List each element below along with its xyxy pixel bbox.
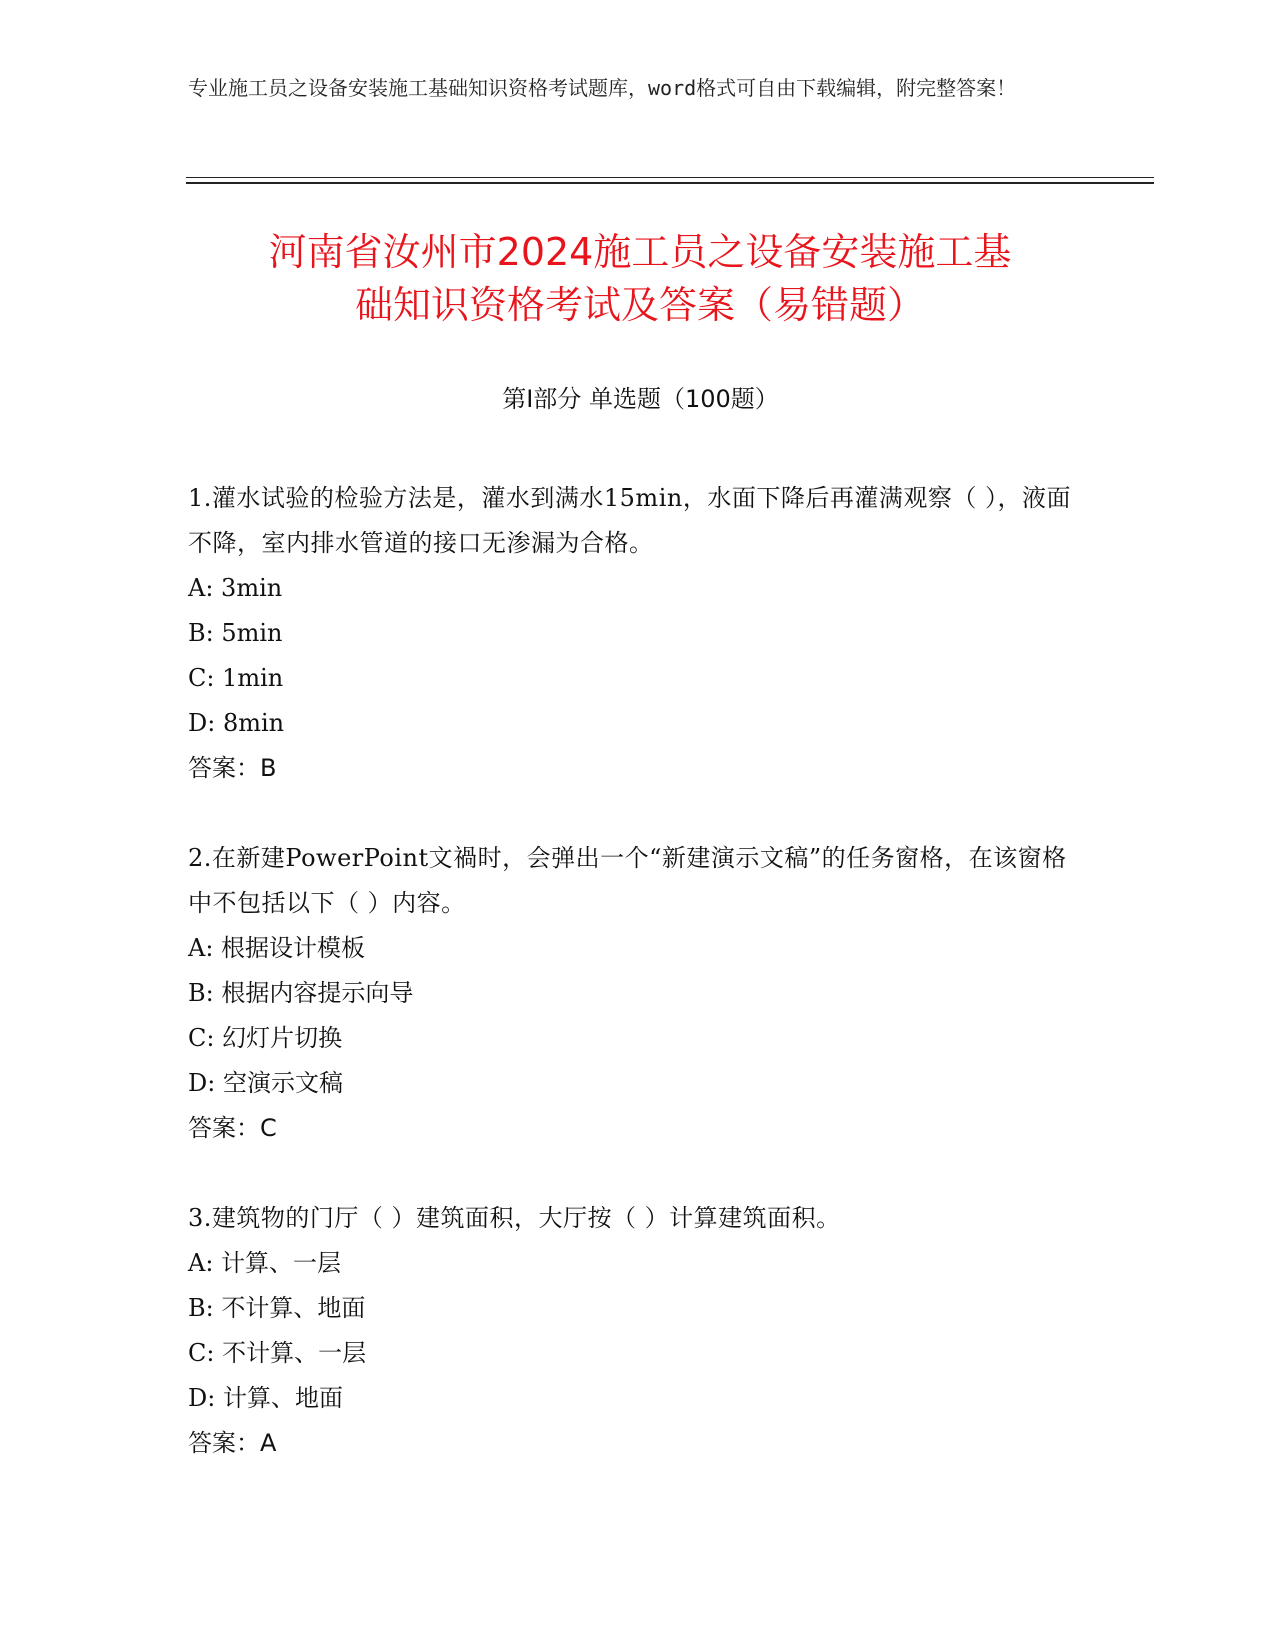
option-b: B: 不计算、地面	[188, 1294, 366, 1322]
option-b: B: 根据内容提示向导	[188, 979, 414, 1007]
question-3	[188, 1196, 1088, 1466]
document-title-line-2: 础知识资格考试及答案（易错题）	[354, 283, 925, 327]
question-2	[188, 836, 1088, 1151]
document-title	[180, 226, 1100, 332]
option-c: C: 不计算、一层	[188, 1339, 367, 1367]
answer: 答案：B	[188, 754, 277, 782]
answer: 答案：A	[188, 1429, 277, 1457]
question-gap	[188, 791, 1088, 836]
option-d: D: 计算、地面	[188, 1384, 343, 1412]
section-title: 第Ⅰ部分 单选题（100题）	[502, 385, 779, 413]
question-stem: 1.灌水试验的检验方法是，灌水到满水15min，水面下降后再灌满观察（ ），液面不降，室内排水管道的接口无渗漏为合格。	[188, 484, 1071, 557]
header-divider-thick	[186, 182, 1154, 184]
option-a: A: 3min	[188, 574, 283, 602]
option-c: C: 幻灯片切换	[188, 1024, 343, 1052]
question-1	[188, 476, 1088, 791]
header-divider-thin	[186, 177, 1154, 178]
document-title-line-1: 河南省汝州市2024施工员之设备安装施工基	[268, 230, 1012, 274]
option-b: B: 5min	[188, 619, 283, 647]
option-a: A: 计算、一层	[188, 1249, 342, 1277]
option-a: A: 根据设计模板	[188, 934, 366, 962]
header-note: 专业施工员之设备安装施工基础知识资格考试题库，word格式可自由下载编辑，附完整答案！	[188, 76, 1017, 100]
question-stem: 2.在新建PowerPoint文禍时，会弹出一个“新建演示文稿”的任务窗格，在该窗格中不包括以下（ ）内容。	[188, 844, 1067, 917]
option-d: D: 空演示文稿	[188, 1069, 343, 1097]
option-d: D: 8min	[188, 709, 285, 737]
question-stem: 3.建筑物的门厅（ ）建筑面积，大厅按（ ）计算建筑面积。	[188, 1204, 841, 1232]
option-c: C: 1min	[188, 664, 284, 692]
question-gap	[188, 1151, 1088, 1196]
question-list	[188, 476, 1088, 1466]
answer: 答案：C	[188, 1114, 277, 1142]
